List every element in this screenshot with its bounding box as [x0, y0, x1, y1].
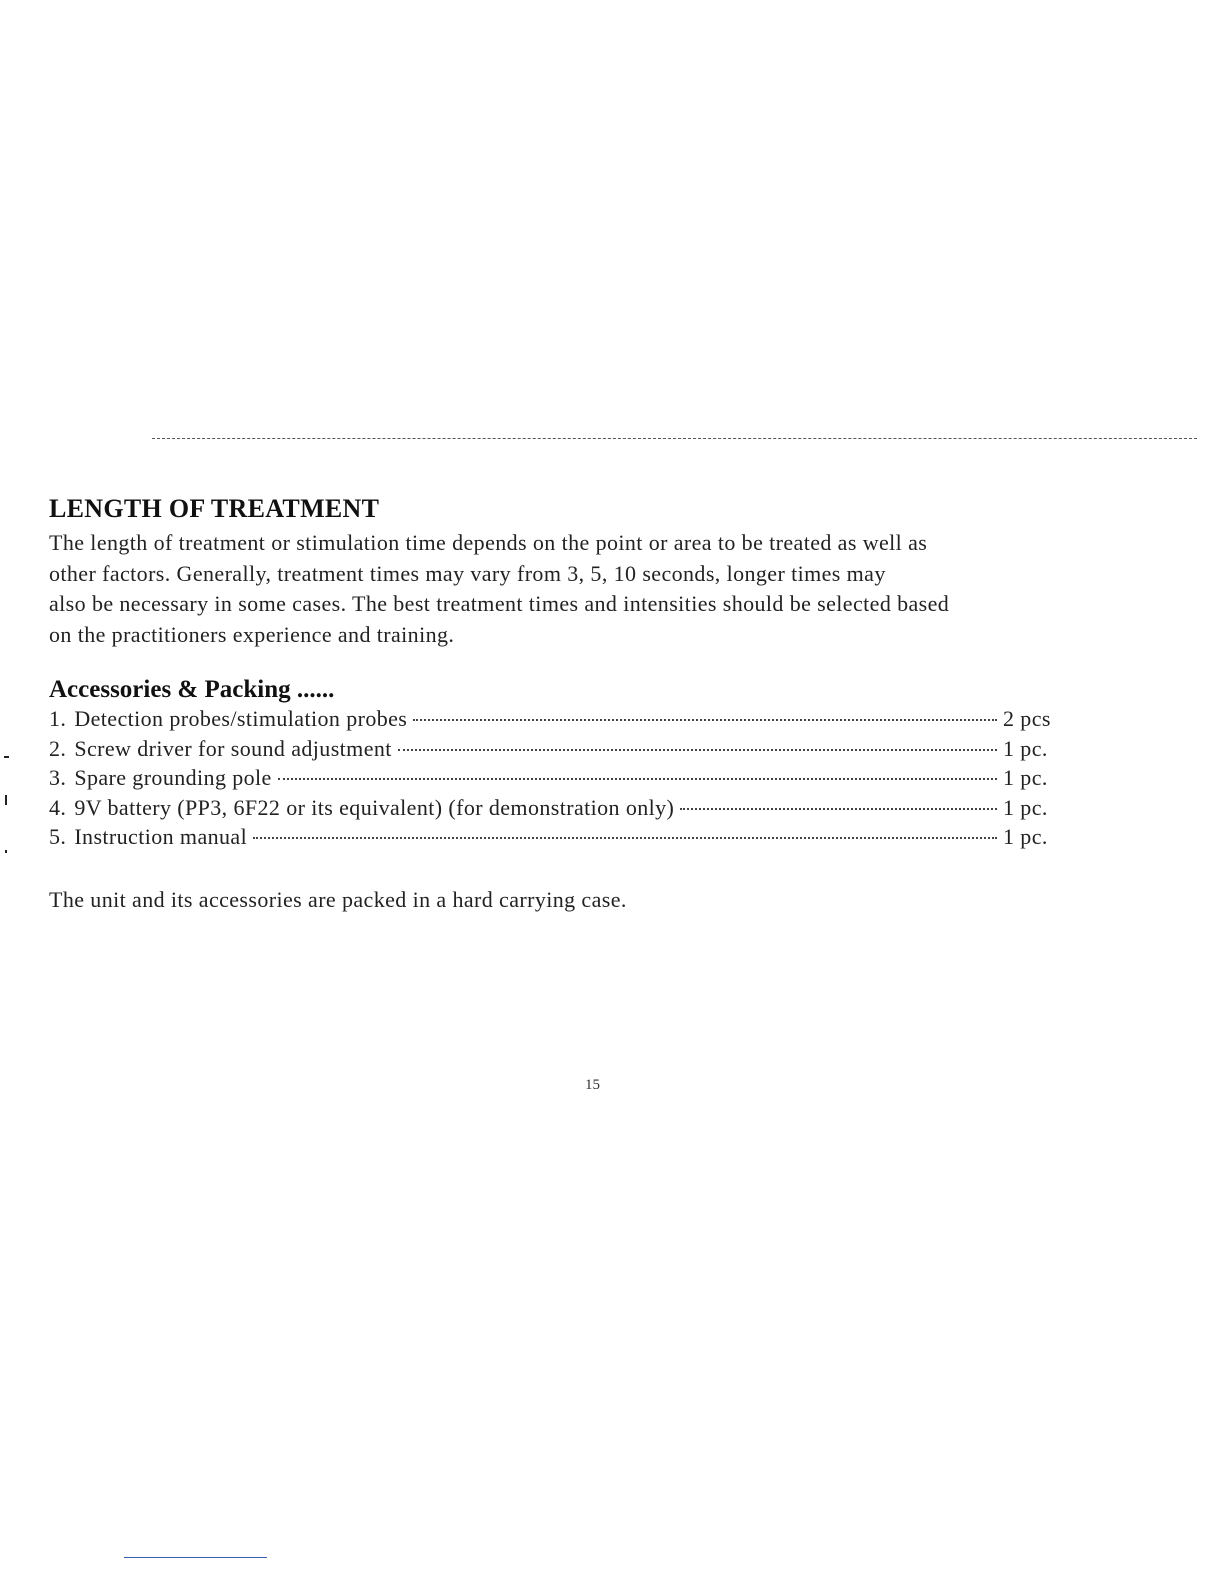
list-item — [49, 765, 1049, 795]
item-number: 5. — [49, 824, 67, 849]
list-item — [49, 736, 1049, 766]
item-number: 4. — [49, 794, 67, 820]
item-number: 2. — [49, 735, 67, 761]
paragraph-line: The length of treatment or stimulation time depends on the point or area to be treated as well as — [49, 530, 928, 555]
dot-leader — [278, 778, 997, 780]
paragraph-line: on the practitioners experience and training. — [49, 621, 455, 647]
section-heading: LENGTH OF TREATMENT — [49, 494, 380, 523]
item-quantity: 1 pc. — [1003, 794, 1048, 820]
list-item — [49, 795, 1049, 825]
paragraph-line: other factors. Generally, treatment times may vary from 3, 5, 10 seconds, longer times may — [49, 560, 886, 586]
margin-mark — [4, 756, 9, 758]
item-label: Detection probes/stimulation probes — [74, 706, 408, 731]
dot-leader — [413, 719, 997, 721]
item-quantity: 1 pc. — [1003, 765, 1048, 790]
accessories-heading: Accessories & Packing ...... — [49, 676, 335, 703]
margin-mark — [5, 795, 7, 805]
closing-text: The unit and its accessories are packed in a hard carrying case. — [49, 887, 627, 912]
page-number: 15 — [585, 1077, 600, 1093]
bottom-rule — [124, 1557, 267, 1558]
dashed-separator — [152, 438, 1197, 439]
dot-leader — [253, 837, 997, 839]
item-label: Screw driver for sound adjustment — [74, 735, 392, 761]
accessories-list — [49, 706, 1049, 854]
list-item — [49, 706, 1049, 736]
item-label: 9V battery (PP3, 6F22 or its equivalent) (for demonstration only) — [74, 794, 675, 820]
item-number: 1. — [49, 706, 67, 731]
item-number: 3. — [49, 765, 67, 790]
item-label: Instruction manual — [74, 824, 248, 849]
item-quantity: 1 pc. — [1003, 824, 1048, 849]
margin-mark — [5, 850, 7, 853]
item-quantity: 1 pc. — [1003, 735, 1048, 761]
paragraph-line: also be necessary in some cases. The best treatment times and intensities should be selected based — [49, 591, 950, 616]
dot-leader — [398, 749, 997, 751]
list-item — [49, 824, 1049, 854]
dot-leader — [680, 808, 997, 810]
item-quantity: 2 pcs — [1003, 706, 1051, 731]
item-label: Spare grounding pole — [74, 765, 272, 790]
treatment-paragraph — [49, 528, 1129, 650]
